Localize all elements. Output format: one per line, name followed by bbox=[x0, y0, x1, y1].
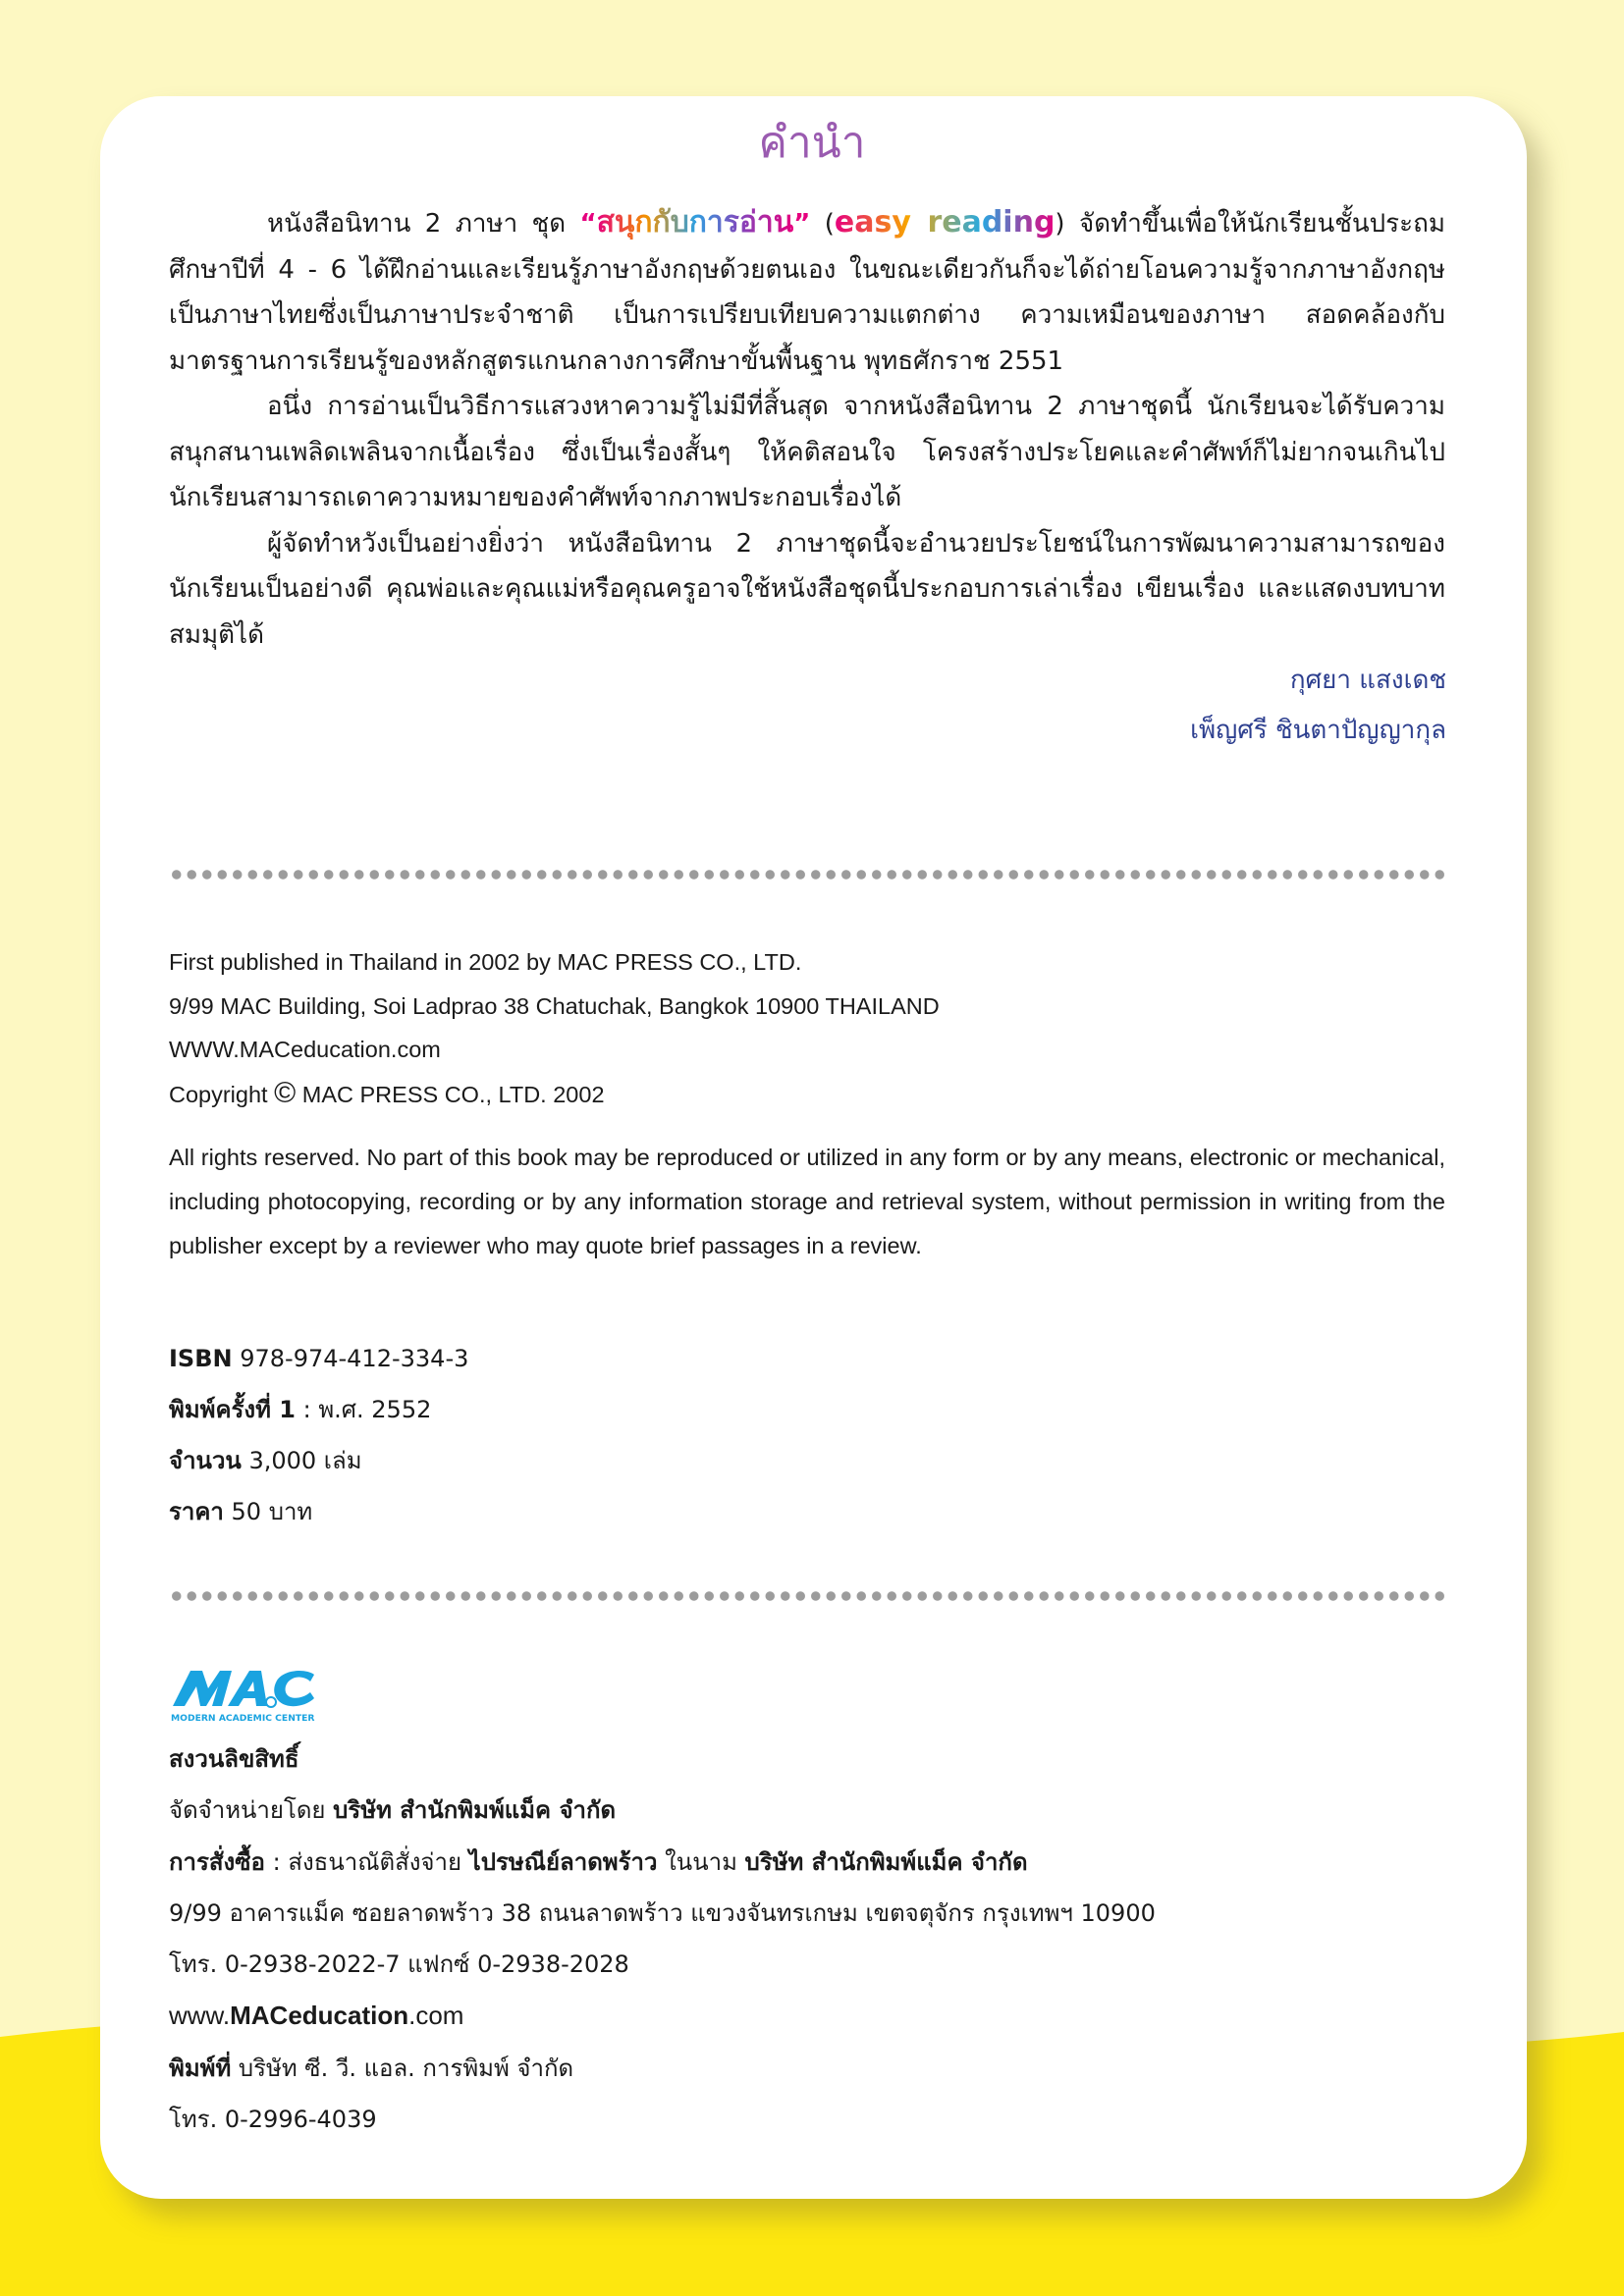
preface-paragraph-2: อนึ่ง การอ่านเป็นวิธีการแสวงหาความรู้ไม่มีที่สิ้นสุด จากหนังสือนิทาน 2 ภาษาชุดนี้ นักเรียนจะได้รับความสนุกสนานเพลิดเพลินจากเนื้อเรื่อง ซึ่งเป็นเรื่องสั้นๆ ให้คติสอนใจ โครงสร้างประโยคและคำศัพท์ก็ไม่ยากจนเกินไป นักเรียนสามารถเดาความหมายของคำศัพท์จากภาพประกอบเรื่องได้ bbox=[169, 392, 1445, 512]
preface-title: คำนำ bbox=[758, 118, 866, 168]
order-label: การสั่งซื้อ bbox=[169, 1847, 265, 1876]
printer-phone-row: โทร. 0-2996-4039 bbox=[169, 2106, 377, 2134]
rights-statement: All rights reserved. No part of this book may be reproduced or utilized in any form or by any means, electronic or mechanical, including photocopying, recording or by any information storage and retrieval system, without permission in writing from the publisher except by a reviewer who may quote brief passages in a review. bbox=[169, 1145, 1445, 1258]
edition-value: : พ.ศ. 2552 bbox=[296, 1396, 432, 1423]
copyright-suffix: MAC PRESS CO., LTD. 2002 bbox=[296, 1081, 605, 1107]
preface-paragraph-1: หนังสือนิทาน 2 ภาษา ชุด “สนุกกับการอ่าน” (easy reading) จัดทำขึ้นเพื่อให้นักเรียนชั้นประถมศึกษาปีที่ 4 - 6 ได้ฝึกอ่านและเรียนรู้ภาษาอังกฤษด้วยตนเอง ในขณะเดียวกันก็จะได้ถ่ายโอนความรู้จากภาษาอังกฤษเป็นภาษาไทยซึ่งเป็นภาษาประจำชาติ เป็นการเปรียบเทียบความแตกต่าง ความเหมือนของภาษา สอดคล้องกับมาตรฐานการเรียนรู้ของหลักสูตรแกนกลางการศึกษาขั้นพื้นฐาน พุทธศักราช 2551 bbox=[169, 205, 1445, 376]
printer-name: บริษัท ซี. วี. แอล. การพิมพ์ จำกัด bbox=[231, 2054, 574, 2082]
price-row bbox=[169, 1486, 954, 1537]
imprint-copyright bbox=[169, 1072, 1445, 1117]
mac-logo bbox=[169, 1661, 324, 1724]
preface-paragraph-3: ผู้จัดทำหวังเป็นอย่างยิ่งว่า หนังสือนิทาน 2 ภาษาชุดนี้จะอำนวยประโยชน์ในการพัฒนาความสามารถของนักเรียนเป็นอย่างดี คุณพ่อและคุณแม่หรือคุณครูอาจใช้หนังสือชุดนี้ประกอบการเล่าเรื่อง เขียนเรื่อง และแสดงบทบาทสมมุติได้ bbox=[169, 528, 1445, 650]
rights-reserved-row bbox=[169, 1734, 1445, 1785]
edition-label: พิมพ์ครั้งที่ 1 bbox=[169, 1396, 296, 1423]
isbn-label: ISBN bbox=[169, 1345, 233, 1372]
price-value: 50 บาท bbox=[223, 1498, 313, 1525]
order-row bbox=[169, 1837, 1445, 1888]
imprint-line-2: 9/99 MAC Building, Soi Ladprao 38 Chatuchak, Bangkok 10900 THAILAND bbox=[169, 992, 940, 1019]
isbn-value: 978-974-412-334-3 bbox=[232, 1345, 469, 1372]
logo-subtext: MODERN ACADEMIC CENTER bbox=[171, 1713, 315, 1724]
edition-row bbox=[169, 1384, 954, 1435]
address-row: 9/99 อาคารแม็ค ซอยลาดพร้าว 38 ถนนลาดพร้าว แขวงจันทรเกษม เขตจตุจักร กรุงเทพฯ 10900 bbox=[169, 1898, 1156, 1927]
imprint-line-1: First published in Thailand in 2002 by MAC PRESS CO., LTD. bbox=[169, 949, 802, 975]
phone-row: โทร. 0-2938-2022-7 แฟกซ์ 0-2938-2028 bbox=[169, 1950, 629, 1979]
price-label: ราคา bbox=[169, 1498, 224, 1525]
imprint-block bbox=[169, 940, 1445, 1116]
web-prefix: www. bbox=[169, 2001, 231, 2031]
imprint-website: WWW.MACeducation.com bbox=[169, 1037, 441, 1062]
web-bold: MACeducation bbox=[230, 2001, 409, 2031]
series-name: สนุกกับการอ่าน bbox=[596, 205, 794, 240]
isbn-block bbox=[169, 1333, 954, 1537]
order-text: : ส่งธนาณัติสั่งจ่าย bbox=[264, 1847, 469, 1876]
printer-row bbox=[169, 2043, 1445, 2094]
preface-p1-prefix: หนังสือนิทาน 2 ภาษา ชุด bbox=[267, 209, 580, 239]
publisher-block bbox=[169, 1734, 1445, 2145]
distributed-company: บริษัท สำนักพิมพ์แม็ค จำกัด bbox=[333, 1796, 617, 1825]
author-1: กุศยา แสงเดช bbox=[1289, 666, 1446, 695]
authors bbox=[884, 656, 1446, 756]
quote-open: “ bbox=[579, 209, 597, 239]
dotted-divider-2 bbox=[169, 1590, 1447, 1602]
dotted-divider-1 bbox=[169, 869, 1447, 881]
website-row bbox=[169, 1990, 1445, 2042]
order-company: บริษัท สำนักพิมพ์แม็ค จำกัด bbox=[744, 1847, 1028, 1876]
order-in-name: ในนาม bbox=[657, 1847, 745, 1876]
copyright-prefix: Copyright bbox=[169, 1081, 275, 1107]
preface-body bbox=[169, 200, 1445, 658]
copies-row bbox=[169, 1435, 954, 1486]
easy-reading-label: easy reading bbox=[834, 205, 1056, 240]
web-suffix: .com bbox=[408, 2001, 464, 2031]
copies-value: 3,000 เล่ม bbox=[241, 1447, 362, 1474]
isbn-row bbox=[169, 1333, 954, 1384]
rights-reserved: สงวนลิขสิทธิ์ bbox=[169, 1745, 299, 1773]
distributed-row bbox=[169, 1785, 1445, 1836]
copyright-symbol: © bbox=[274, 1076, 297, 1109]
copies-label: จำนวน bbox=[169, 1447, 242, 1474]
printer-label: พิมพ์ที่ bbox=[169, 2054, 232, 2082]
author-2: เพ็ญศรี ชินตาปัญญากุล bbox=[1190, 716, 1446, 745]
quote-close: ” bbox=[793, 209, 811, 239]
distributed-prefix: จัดจำหน่ายโดย bbox=[169, 1796, 334, 1825]
order-post-office: ไปรษณีย์ลาดพร้าว bbox=[468, 1847, 658, 1876]
preface-p1-suffix: จัดทำขึ้นเพื่อให้นักเรียนชั้นประถมศึกษาปีที่ 4 - 6 ได้ฝึกอ่านและเรียนรู้ภาษาอังกฤษด้วยตนเอง ในขณะเดียวกันก็จะได้ถ่ายโอนความรู้จากภาษาอังกฤษเป็นภาษาไทยซึ่งเป็นภาษาประจำชาติ เป็นการเปรียบเทียบความแตกต่าง ความเหมือนของภาษา สอดคล้องกับมาตรฐานการเรียนรู้ของหลักสูตรแกนกลางการศึกษาขั้นพื้นฐาน พุทธศักราช 2551 bbox=[169, 209, 1445, 376]
